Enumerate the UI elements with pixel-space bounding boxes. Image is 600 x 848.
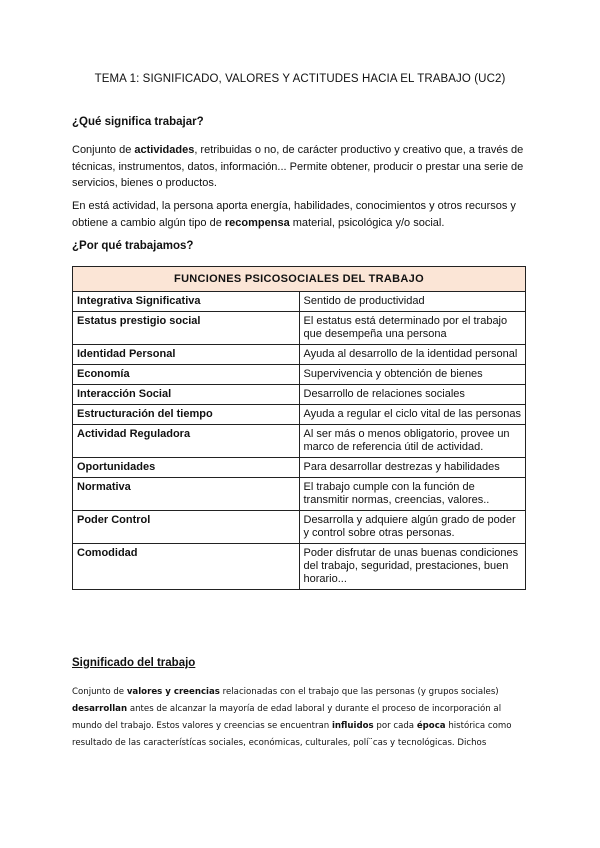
text-run: material, psicológica y/o social. xyxy=(289,216,445,229)
function-description-cell: El trabajo cumple con la función de transmitir normas, creencias, valores.. xyxy=(299,478,526,511)
bold-term: actividades xyxy=(134,144,195,156)
question-heading-why-we-work: ¿Por qué trabajamos? xyxy=(72,240,194,252)
function-name-cell: Economía xyxy=(73,365,300,385)
table-header: FUNCIONES PSICOSOCIALES DEL TRABAJO xyxy=(73,267,526,292)
table-row xyxy=(73,511,526,544)
question-heading-what-is-work: ¿Qué significa trabajar? xyxy=(72,116,204,128)
text-run: , retribuidas o no, de carácter productivo y creativo que, a través de técnicas, instrumentos, datos, información... Permite obtener, producir o prestar una serie de servicios, bienes o productos. xyxy=(72,144,524,189)
function-description-cell: Para desarrollar destrezas y habilidades xyxy=(299,458,526,478)
table-row xyxy=(73,425,526,458)
function-name-cell: Identidad Personal xyxy=(73,345,300,365)
function-name-cell: Comodidad xyxy=(73,544,300,590)
bold-term: desarrollan xyxy=(72,704,128,714)
function-name-cell: Estatus prestigio social xyxy=(73,312,300,345)
function-name-cell: Interacción Social xyxy=(73,385,300,405)
function-name-cell: Poder Control xyxy=(73,511,300,544)
table-header-row xyxy=(73,267,526,292)
text-run: histórica como resultado de las característícas sociales, económicas, culturales, polí¨cas y tecnológicas. Dichos xyxy=(72,721,512,748)
table-row xyxy=(73,458,526,478)
text-run: por cada xyxy=(373,721,417,731)
paragraph-activity xyxy=(72,198,532,231)
function-description-cell: Desarrolla y adquiere algún grado de poder y control sobre otras personas. xyxy=(299,511,526,544)
bold-term: influidos xyxy=(331,721,374,731)
text-run: Conjunto de xyxy=(72,144,135,156)
table-row xyxy=(73,292,526,312)
bold-term: valores y creencias xyxy=(126,687,220,697)
table-row xyxy=(73,544,526,590)
table-row xyxy=(73,385,526,405)
text-run: En está actividad, la persona aporta energía, habilidades, conocimientos y otros recursos y obtiene a cambio algún tipo de xyxy=(72,200,516,229)
table-row xyxy=(73,405,526,425)
function-name-cell: Normativa xyxy=(73,478,300,511)
table-row xyxy=(73,478,526,511)
bold-term: época xyxy=(416,721,446,731)
table-row xyxy=(73,345,526,365)
function-description-cell: Al ser más o menos obligatorio, provee un marco de referencia útil de actividad. xyxy=(299,425,526,458)
function-name-cell: Oportunidades xyxy=(73,458,300,478)
function-description-cell: Supervivencia y obtención de bienes xyxy=(299,365,526,385)
function-name-cell: Estructuración del tiempo xyxy=(73,405,300,425)
section-heading-meaning: Significado del trabajo xyxy=(72,657,196,669)
function-description-cell: Poder disfrutar de unas buenas condiciones del trabajo, seguridad, prestaciones, buen horario... xyxy=(299,544,526,590)
text-run: antes de alcanzar la mayoría de edad laboral y durante el proceso de incorporación al mundo del trabajo. Estos valores y creencias se encuentran xyxy=(72,704,502,731)
table-row xyxy=(73,365,526,385)
document-title: TEMA 1: SIGNIFICADO, VALORES Y ACTITUDES HACIA EL TRABAJO (UC2) xyxy=(94,73,506,85)
function-description-cell: Ayuda al desarrollo de la identidad personal xyxy=(299,345,526,365)
table-row xyxy=(73,312,526,345)
paragraph-definition xyxy=(72,142,532,192)
function-description-cell: El estatus está determinado por el trabajo que desempeña una persona xyxy=(299,312,526,345)
function-description-cell: Desarrollo de relaciones sociales xyxy=(299,385,526,405)
function-description-cell: Ayuda a regular el ciclo vital de las personas xyxy=(299,405,526,425)
functions-table xyxy=(72,266,526,590)
text-run: relacionadas con el trabajo que las personas (y grupos sociales) xyxy=(219,687,499,697)
function-name-cell: Integrativa Significativa xyxy=(73,292,300,312)
function-name-cell: Actividad Reguladora xyxy=(73,425,300,458)
paragraph-meaning xyxy=(72,684,532,752)
function-description-cell: Sentido de productividad xyxy=(299,292,526,312)
bold-term: recompensa xyxy=(224,216,290,229)
text-run: Conjunto de xyxy=(72,687,127,697)
